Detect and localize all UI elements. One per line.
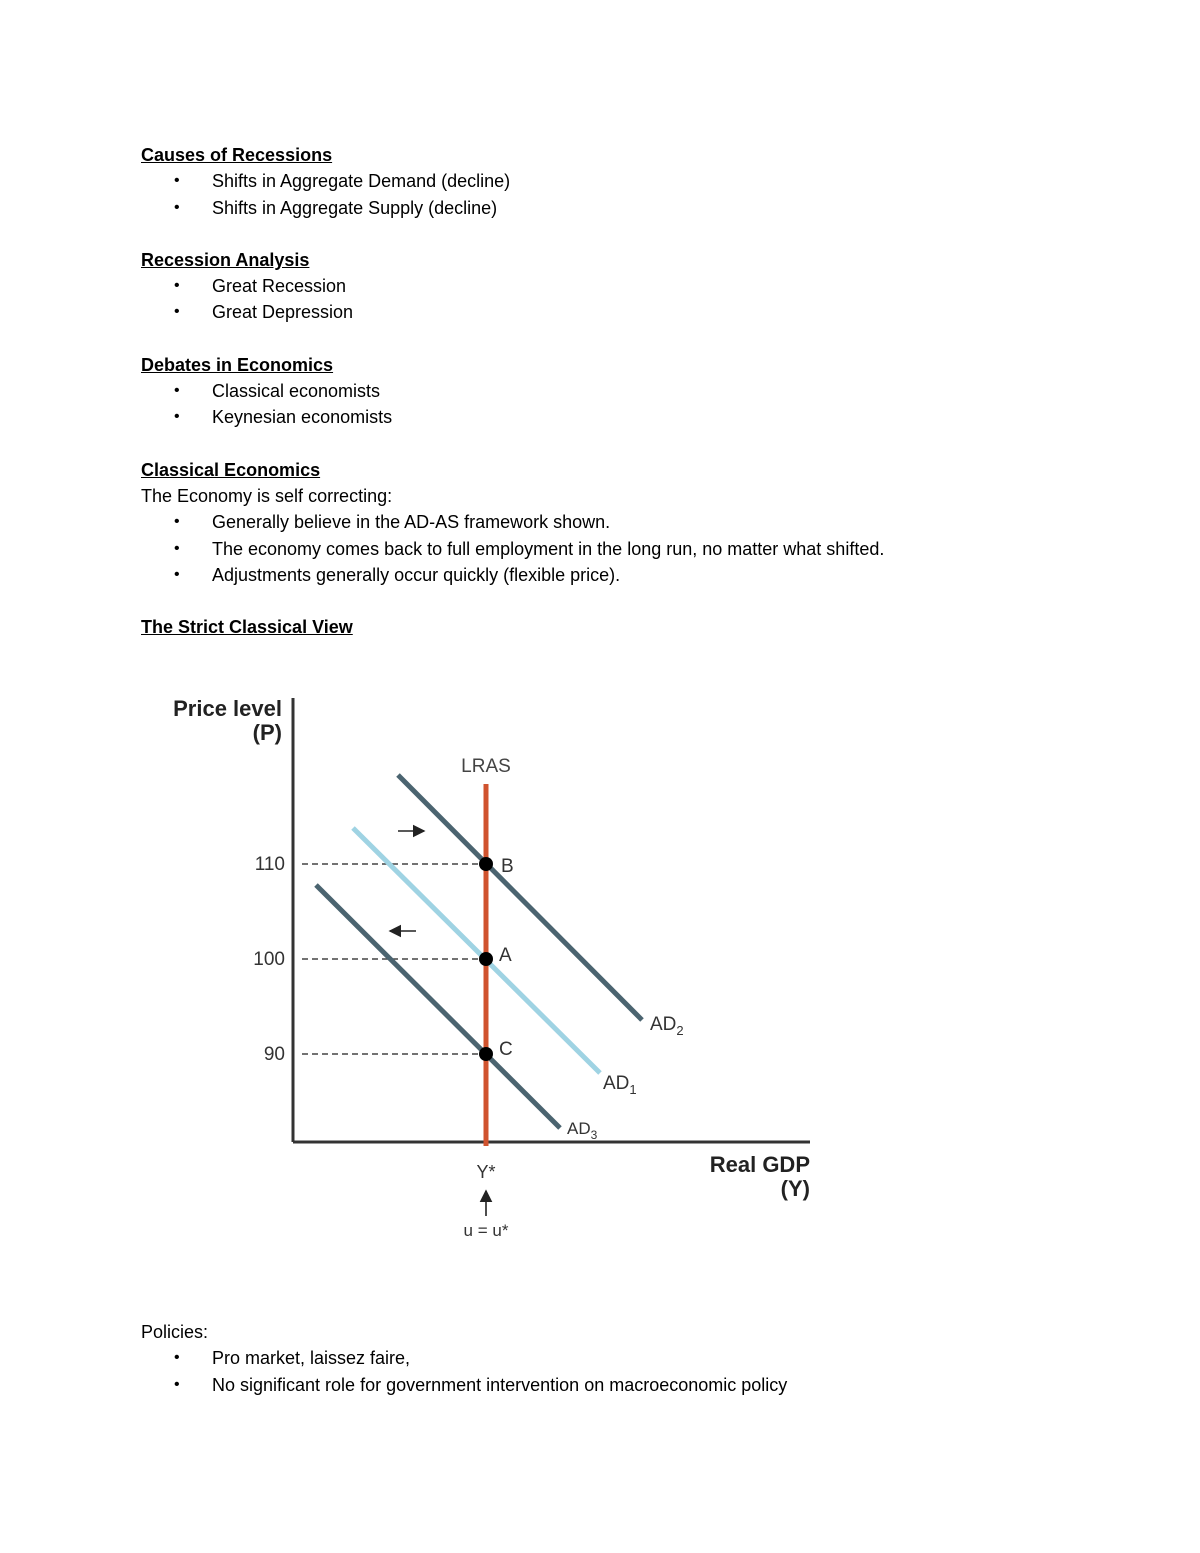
bullet-list [141, 509, 1061, 588]
y-tick-label: 110 [254, 854, 285, 875]
bullet-list [141, 168, 1061, 221]
ad3-curve [316, 885, 560, 1128]
point-a-label: A [499, 945, 512, 966]
list-item: • Shifts in Aggregate Supply (decline) [141, 195, 1061, 221]
list-item: • Classical economists [141, 378, 1061, 404]
point-b-label: B [501, 856, 514, 877]
point-a [479, 952, 493, 966]
bullet-icon: • [174, 513, 180, 531]
bullet-icon: • [174, 408, 180, 426]
lras-label: LRAS [461, 756, 511, 777]
ad3-label: $AD_3$ [567, 1119, 598, 1142]
list-item: • Keynesian economists [141, 404, 1061, 430]
section-heading: Classical Economics [141, 459, 321, 480]
ad2-label: $AD_2$ [650, 1014, 684, 1038]
bullet-icon: • [174, 539, 180, 557]
y-tick-label: 90 [263, 1044, 285, 1065]
point-b [479, 857, 493, 871]
section-intro: The Economy is self correcting: [141, 485, 393, 506]
list-item: • No significant role for government intervention on macroeconomic policy [141, 1372, 1061, 1398]
bullet-icon: • [174, 1349, 180, 1367]
list-item: • Great Recession [141, 273, 1061, 299]
section-heading: Debates in Economics [141, 354, 334, 375]
section-heading: Causes of Recessions [141, 145, 333, 165]
list-item: • Pro market, laissez faire, [141, 1345, 1061, 1371]
ad1-label: $AD_1$ [603, 1073, 637, 1097]
y-axis-unit: (P) [252, 720, 282, 745]
policies-intro: Policies: [141, 1322, 209, 1342]
bullet-icon: • [174, 172, 180, 190]
bullet-icon: • [174, 1375, 180, 1393]
x-axis-label: Real GDP [709, 1152, 810, 1177]
y-tick-label: 100 [253, 949, 285, 970]
y-axis-label: Price level [173, 696, 282, 721]
ad2-curve [398, 775, 642, 1020]
section-heading: The Strict Classical View [141, 617, 353, 638]
point-c [479, 1047, 493, 1061]
bullet-icon: • [174, 565, 180, 583]
ad-as-chart [160, 688, 820, 1248]
document-body [141, 142, 1061, 640]
x-tick-label: Y* [476, 1162, 496, 1182]
bullet-icon: • [174, 382, 180, 400]
bullet-list [141, 273, 1061, 326]
bullet-icon: • [174, 277, 180, 295]
section-heading: Recession Analysis [141, 249, 310, 270]
x-axis-unit: (Y) [780, 1176, 810, 1201]
list-item: • Generally believe in the AD-AS framework shown. [141, 509, 1061, 535]
list-item: • Great Depression [141, 299, 1061, 325]
bullet-list [141, 1345, 1061, 1398]
bullet-icon: • [174, 198, 180, 216]
bullet-list [141, 378, 1061, 431]
policies-block [141, 1319, 1061, 1398]
bullet-icon: • [174, 303, 180, 321]
point-c-label: C [499, 1039, 513, 1060]
list-item: • The economy comes back to full employment in the long run, no matter what shifted. [141, 536, 1061, 562]
x-note-label: u = u* [463, 1221, 509, 1240]
list-item: • Adjustments generally occur quickly (flexible price). [141, 562, 1061, 588]
list-item: • Shifts in Aggregate Demand (decline) [141, 168, 1061, 194]
